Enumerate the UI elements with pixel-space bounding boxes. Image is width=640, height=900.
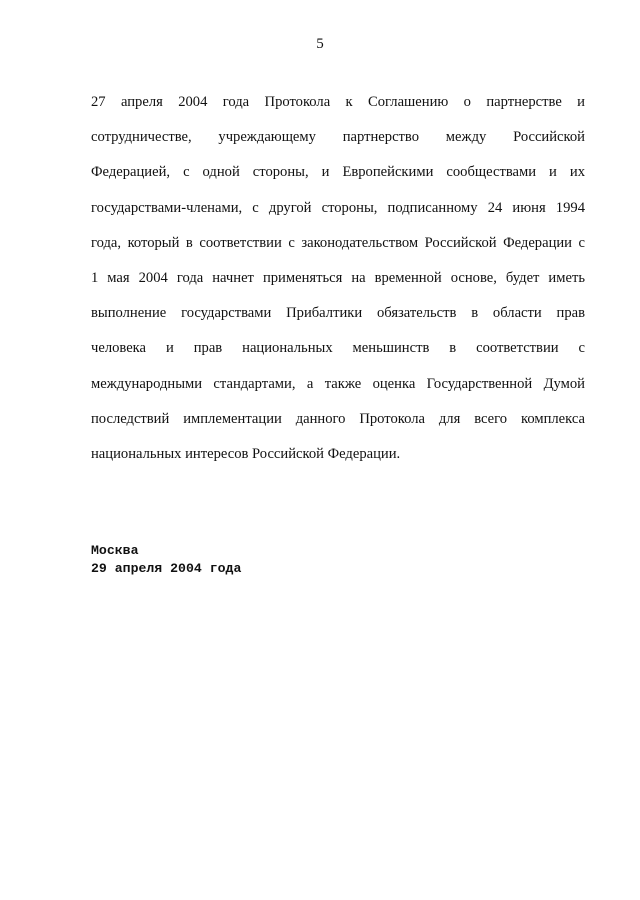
paragraph-line: последствий имплементации данного Протокола для всего комплекса xyxy=(91,410,585,427)
page-number: 5 xyxy=(316,36,324,52)
signature-block xyxy=(91,542,241,578)
paragraph-line: 27 апреля 2004 года Протокола к Соглашению о партнерстве и xyxy=(91,94,585,110)
paragraph-line: выполнение государствами Прибалтики обязательств в области прав xyxy=(91,305,585,322)
paragraph-line: 1 мая 2004 года начнет применяться на временной основе, будет иметь xyxy=(91,269,585,286)
paragraph-line: Федерацией, с одной стороны, и Европейскими сообществами и их xyxy=(91,164,585,181)
paragraph-line: сотрудничестве, учреждающему партнерство между Российской xyxy=(91,129,585,146)
paragraph-line: государствами-членами, с другой стороны, подписанному 24 июня 1994 xyxy=(91,199,585,216)
signature-date: 29 апреля 2004 года xyxy=(91,561,242,576)
paragraph-line: национальных интересов Российской Федерации. xyxy=(91,445,401,462)
body-paragraph xyxy=(91,85,585,472)
paragraph-line: человека и прав национальных меньшинств в соответствии с xyxy=(91,340,585,357)
signature-city: Москва xyxy=(91,543,139,558)
paragraph-line: международными стандартами, а также оценка Государственной Думой xyxy=(91,375,585,392)
paragraph-line: года, который в соответствии с законодательством Российской Федерации с xyxy=(91,234,585,251)
